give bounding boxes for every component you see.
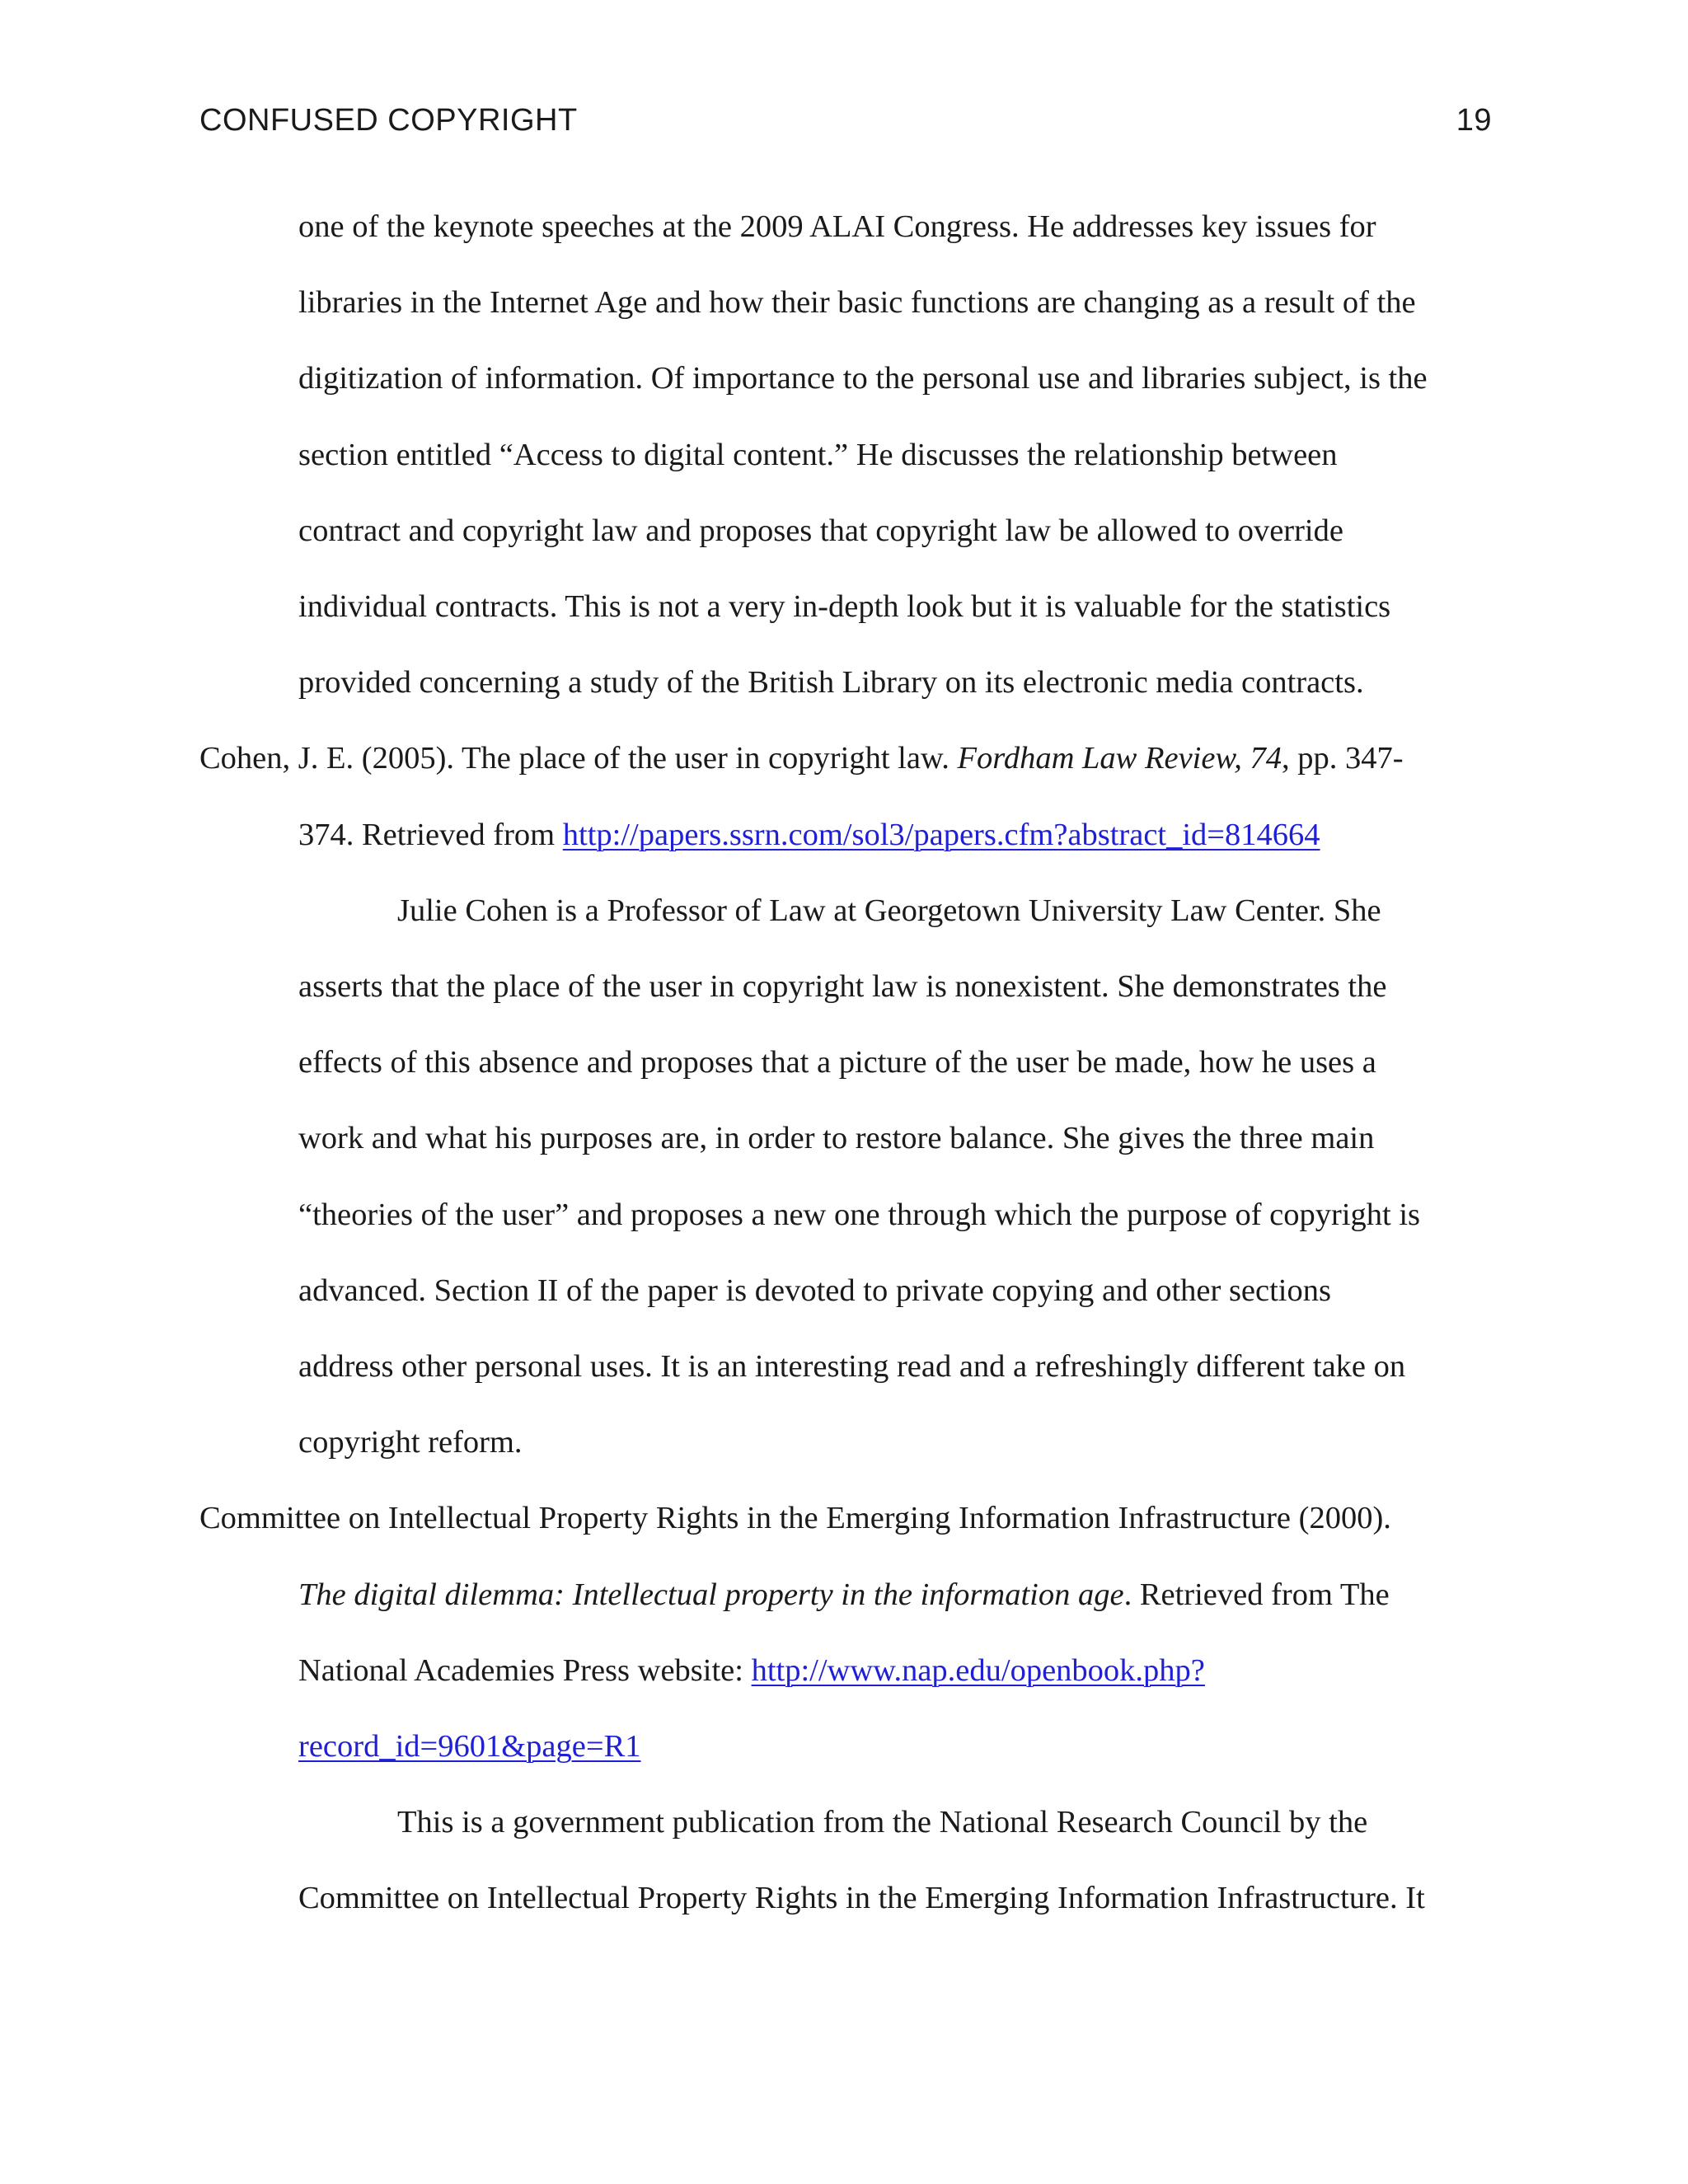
text-line: address other personal uses. It is an interesting read and a refreshingly different take on	[298, 1349, 1406, 1385]
text-line: work and what his purposes are, in order to restore balance. She gives the three main	[298, 1121, 1375, 1156]
reference-line	[199, 797, 1493, 873]
text-line: effects of this absence and proposes that a picture of the user be made, how he uses a	[298, 1045, 1376, 1080]
text-line: digitization of information. Of importance to the personal use and libraries subject, is the	[298, 361, 1428, 396]
reference-line	[199, 1557, 1493, 1633]
reference-url-link-continued[interactable]: record_id=9601&page=R1	[298, 1729, 641, 1765]
text-line: individual contracts. This is not a very in-depth look but it is valuable for the statistics	[298, 589, 1391, 625]
text-line: asserts that the place of the user in copyright law is nonexistent. She demonstrates the	[298, 969, 1387, 1005]
text-line: Committee on Intellectual Property Rights in the Emerging Information Infrastructure. It	[298, 1881, 1425, 1916]
reference-retrieved-text: . Retrieved from The	[1123, 1577, 1390, 1612]
annotation-paragraph-1	[199, 189, 1493, 720]
reference-pages: , pp. 347-	[1282, 741, 1404, 776]
text-line: copyright reform.	[298, 1425, 523, 1460]
text-line: one of the keynote speeches at the 2009 ALAI Congress. He addresses key issues for	[298, 209, 1376, 244]
reference-url-link[interactable]: http://www.nap.edu/openbook.php?	[751, 1652, 1205, 1688]
reference-publisher: National Academies Press website:	[298, 1652, 752, 1688]
text-line: advanced. Section II of the paper is devoted to private copying and other sections	[298, 1272, 1331, 1308]
reference-citation-text: Cohen, J. E. (2005). The place of the user in copyright law.	[199, 741, 958, 776]
text-line: This is a government publication from the National Research Council by the	[397, 1805, 1368, 1840]
reference-line	[199, 1708, 1493, 1784]
page-header	[199, 97, 1492, 143]
annotation-paragraph-3	[199, 1784, 1493, 1936]
reference-url-link[interactable]: http://papers.ssrn.com/sol3/papers.cfm?abstract_id=814664	[562, 817, 1320, 852]
reference-line	[199, 720, 1493, 796]
text-line: provided concerning a study of the British Library on its electronic media contracts.	[298, 665, 1364, 701]
reference-line: Committee on Intellectual Property Rights in the Emerging Information Infrastructure (2000).	[199, 1501, 1391, 1536]
text-line: contract and copyright law and proposes that copyright law be allowed to override	[298, 513, 1343, 548]
text-line: “theories of the user” and proposes a new one through which the purpose of copyright is	[298, 1197, 1421, 1232]
journal-title: Fordham Law Review, 74	[957, 741, 1282, 776]
reference-committee	[199, 1480, 1493, 1784]
reference-cohen	[199, 720, 1493, 872]
book-title: The digital dilemma: Intellectual property in the information age	[298, 1577, 1124, 1612]
text-line: section entitled “Access to digital content.” He discusses the relationship between	[298, 437, 1338, 472]
text-line: Julie Cohen is a Professor of Law at Georgetown University Law Center. She	[397, 893, 1381, 928]
running-head: CONFUSED COPYRIGHT	[199, 103, 578, 138]
reference-line	[199, 1633, 1493, 1708]
document-body	[199, 189, 1493, 1937]
page-number: 19	[1456, 103, 1492, 138]
reference-retrieved-text: 374. Retrieved from	[298, 817, 563, 852]
text-line: libraries in the Internet Age and how their basic functions are changing as a result of the	[298, 285, 1416, 321]
annotation-paragraph-2	[199, 873, 1493, 1481]
